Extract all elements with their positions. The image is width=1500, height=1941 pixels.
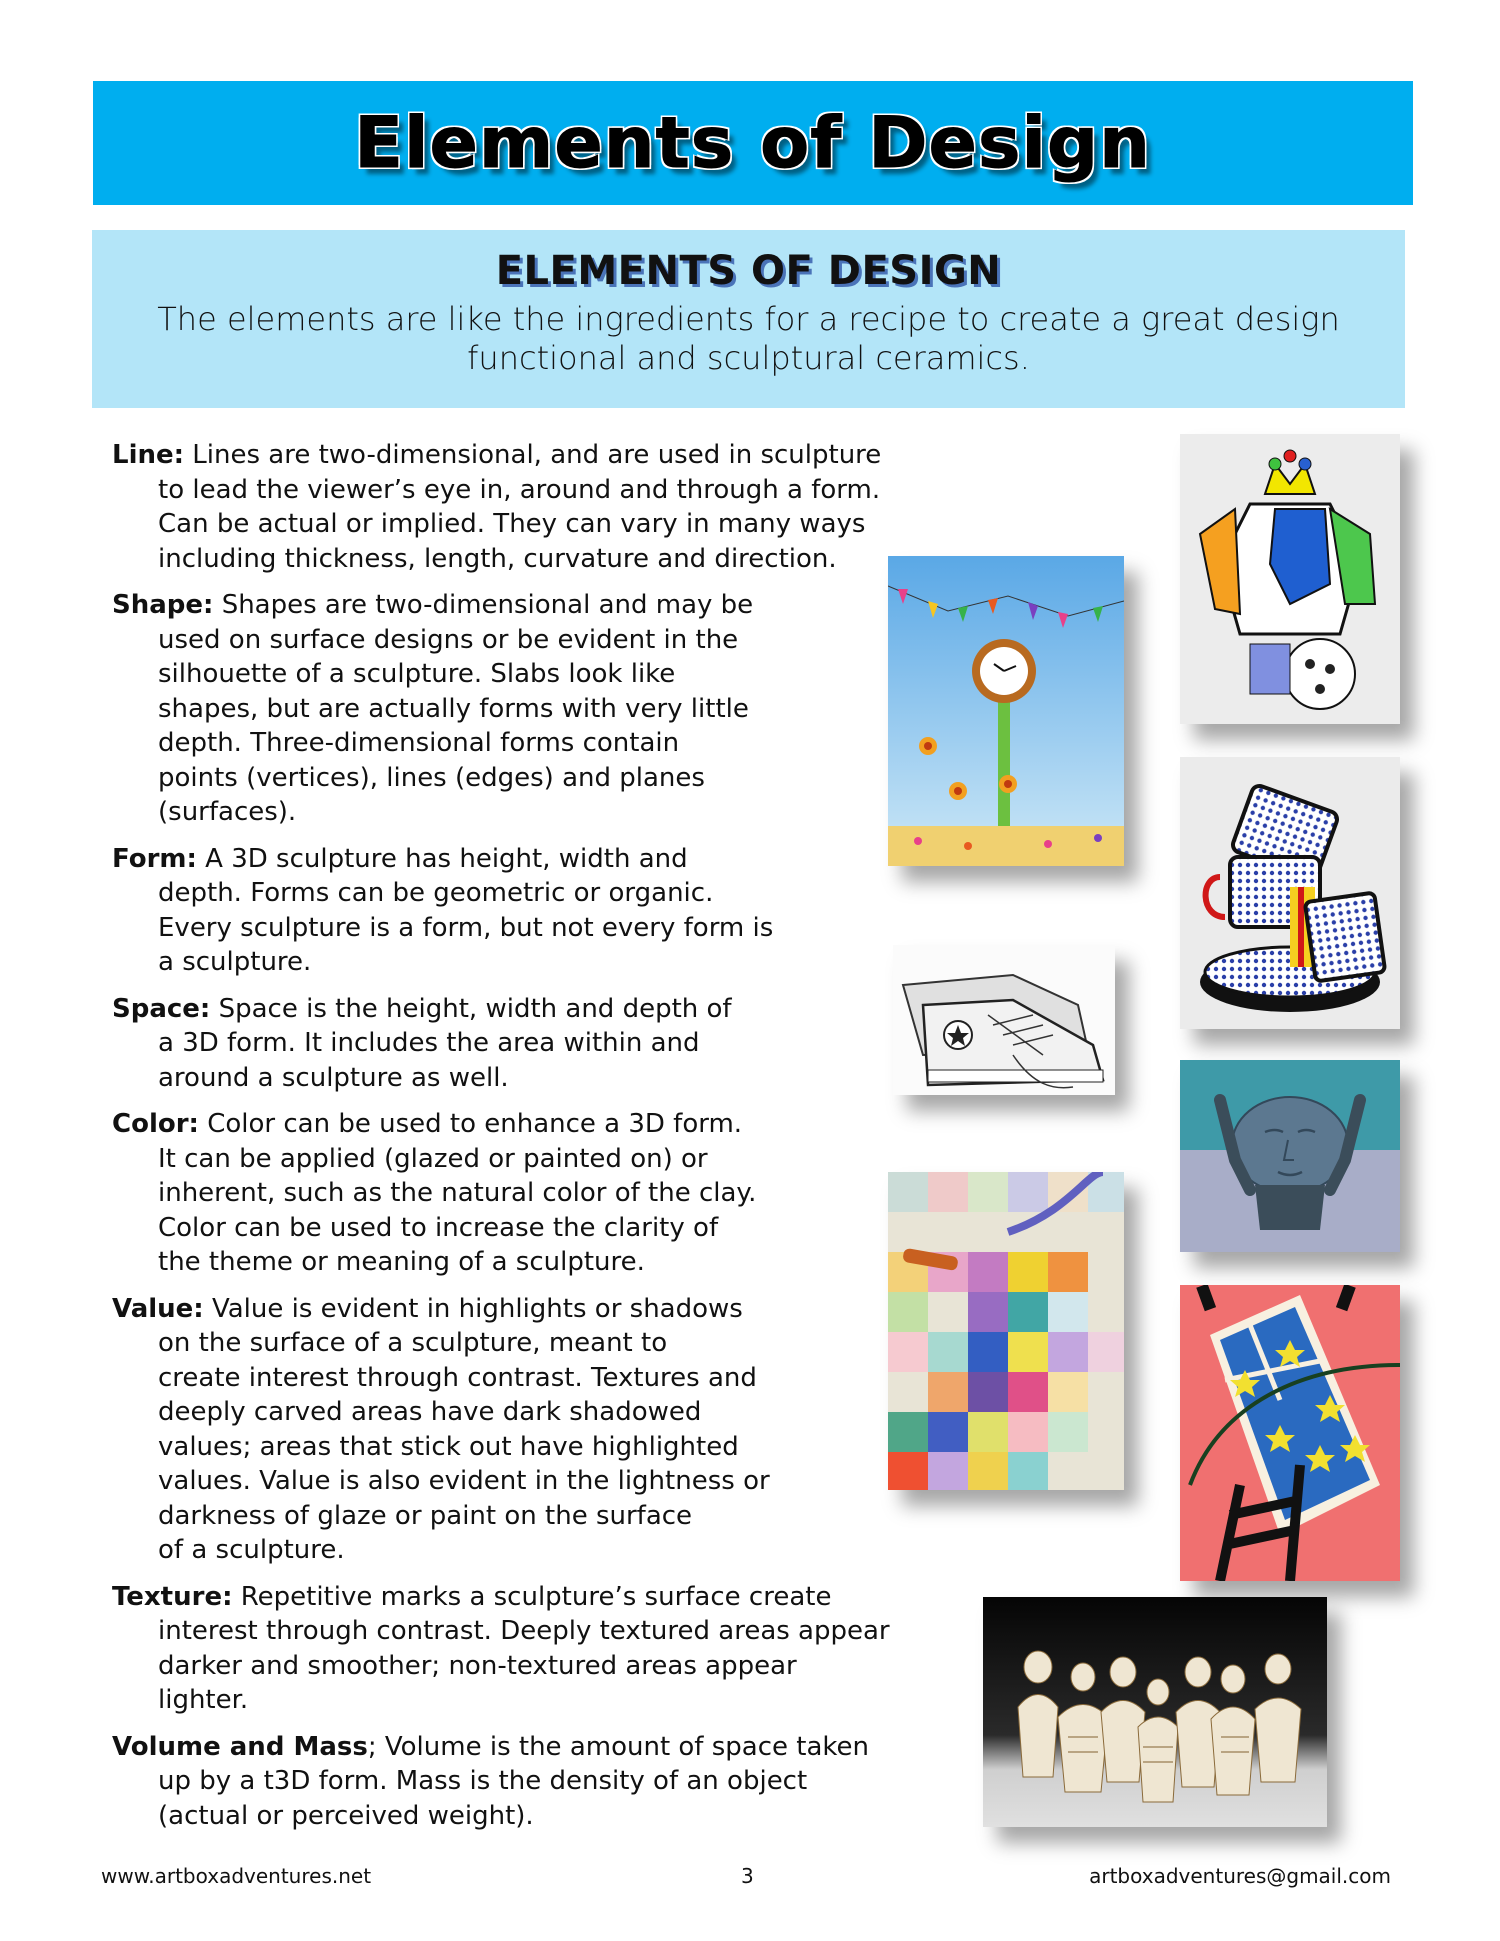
sneakers-drawing-photo xyxy=(893,945,1115,1095)
element-text: Space is the height, width and depth of xyxy=(210,993,732,1024)
element-term: Color: xyxy=(112,1109,199,1139)
element-text: depth. Forms can be geometric or organic. xyxy=(158,878,714,908)
element-text: around a sculpture as well. xyxy=(158,1062,509,1093)
elements-list xyxy=(112,438,932,1845)
element-text: inherent, such as the natural color of the clay. xyxy=(158,1178,757,1208)
element-term: Volume and Mass xyxy=(112,1731,368,1762)
footer-website: www.artboxadventures.net xyxy=(101,1864,372,1888)
element-shape xyxy=(112,588,932,830)
element-text: shapes, but are actually forms with very little xyxy=(158,693,749,724)
intro-text xyxy=(92,300,1405,378)
element-text: silhouette of a sculpture. Slabs look like xyxy=(158,659,676,689)
element-term: Texture: xyxy=(112,1581,233,1612)
element-text: ; Volume is the amount of space taken xyxy=(367,1731,869,1762)
element-text: values. Value is also evident in the lightness or xyxy=(158,1466,770,1496)
element-term: Shape: xyxy=(112,590,214,620)
crowned-dog-ceramic-photo xyxy=(1180,434,1400,724)
page-title: Elements of Design xyxy=(354,102,1152,184)
element-term: Value: xyxy=(112,1293,204,1324)
daffodil-window-painting-photo xyxy=(1180,1285,1400,1581)
page-number: 3 xyxy=(741,1864,754,1888)
clock-painting-photo xyxy=(888,556,1124,866)
element-text: interest through contrast. Deeply textured areas appear xyxy=(158,1616,890,1646)
element-text: on the surface of a sculpture, meant to xyxy=(158,1328,668,1358)
pop-art-cups-photo xyxy=(1180,757,1400,1029)
element-term: Form: xyxy=(112,843,197,874)
element-value xyxy=(112,1292,932,1568)
element-text: Can be actual or implied. They can vary in many ways xyxy=(158,509,866,539)
element-text: the theme or meaning of a sculpture. xyxy=(158,1247,645,1277)
element-term: Line: xyxy=(112,440,185,470)
element-text: A 3D sculpture has height, width and xyxy=(196,843,688,874)
intro-panel xyxy=(92,230,1405,408)
element-text: a 3D form. It includes the area within and xyxy=(158,1028,700,1058)
element-text: Color can be used to enhance a 3D form. xyxy=(198,1109,743,1139)
element-text: Repetitive marks a sculpture’s surface create xyxy=(232,1581,832,1612)
intro-heading: ELEMENTS OF DESIGN xyxy=(495,248,1002,294)
element-texture xyxy=(112,1580,932,1718)
face-sculpture-photo xyxy=(1180,1060,1400,1252)
footer-email: artboxadventures@gmail.com xyxy=(1089,1864,1391,1888)
element-term: Space: xyxy=(112,993,211,1024)
element-text: It can be applied (glazed or painted on) or xyxy=(158,1143,708,1174)
element-text: used on surface designs or be evident in the xyxy=(158,624,739,655)
intro-text-line: The elements are like the ingredients for a recipe to create a great design xyxy=(157,300,1340,338)
element-text: Color can be used to increase the clarity of xyxy=(158,1212,719,1243)
element-text: lighter. xyxy=(158,1685,249,1715)
element-text: Shapes are two-dimensional and may be xyxy=(213,590,754,620)
intro-text-line: functional and sculptural ceramics. xyxy=(467,339,1030,377)
element-text: darkness of glaze or paint on the surface xyxy=(158,1500,693,1531)
element-text: up by a t3D form. Mass is the density of an object xyxy=(158,1766,808,1796)
element-text: Lines are two-dimensional, and are used in sculpture xyxy=(184,440,882,470)
page-footer xyxy=(101,1864,1391,1894)
element-form xyxy=(112,842,932,980)
element-text: values; areas that stick out have highlighted xyxy=(158,1431,739,1462)
element-text: (surfaces). xyxy=(158,797,297,827)
element-text: Every sculpture is a form, but not every form is xyxy=(158,912,774,943)
element-space xyxy=(112,992,932,1096)
element-text: depth. Three-dimensional forms contain xyxy=(158,728,680,758)
element-text: a sculpture. xyxy=(158,947,312,977)
element-text: of a sculpture. xyxy=(158,1535,345,1565)
element-line xyxy=(112,438,932,576)
element-text: Value is evident in highlights or shadows xyxy=(203,1293,743,1324)
element-text: darker and smoother; non-textured areas appear xyxy=(158,1650,797,1681)
title-banner xyxy=(93,81,1413,205)
figurines-photo xyxy=(983,1597,1327,1827)
element-text: points (vertices), lines (edges) and planes xyxy=(158,762,705,793)
element-text: including thickness, length, curvature and direction. xyxy=(158,543,837,574)
cubist-violin-painting-photo xyxy=(888,1172,1124,1490)
element-text: deeply carved areas have dark shadowed xyxy=(158,1397,702,1427)
element-volume-mass xyxy=(112,1730,932,1834)
element-color xyxy=(112,1107,932,1280)
element-text: create interest through contrast. Textures and xyxy=(158,1362,757,1393)
element-text: (actual or perceived weight). xyxy=(158,1800,534,1831)
element-text: to lead the viewer’s eye in, around and through a form. xyxy=(158,474,881,505)
